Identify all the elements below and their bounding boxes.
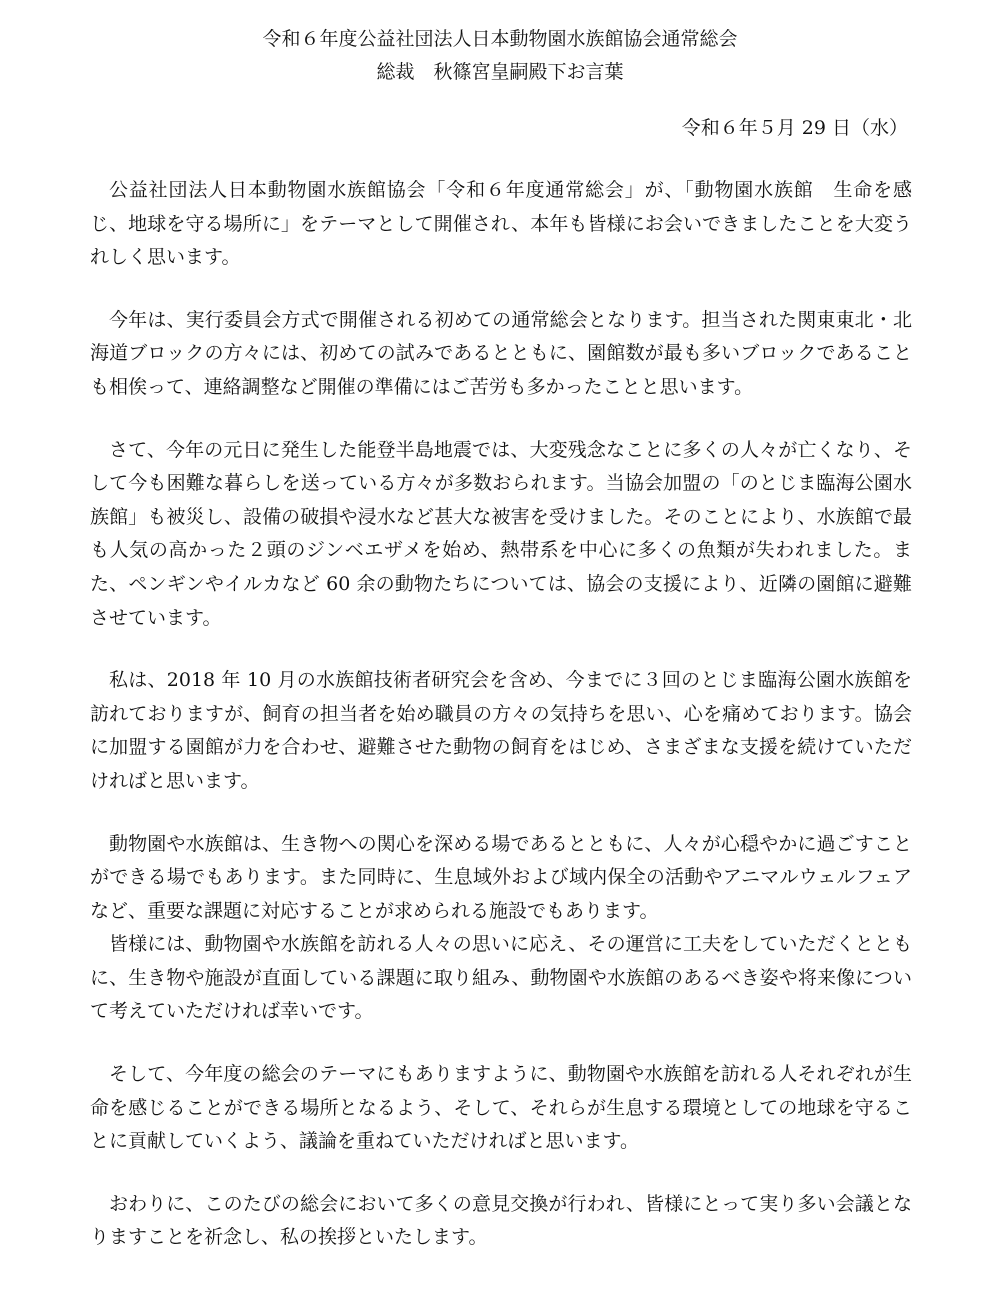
speech-body — [90, 174, 912, 1284]
document-title: 令和６年度公益社団法人日本動物園水族館協会通常総会 — [262, 28, 738, 50]
paragraph-theme: そして、今年度の総会のテーマにもありますように、動物園や水族館を訪れる人それぞれが生命を感じることができる場所となるよう、そして、それらが生息する環境としての地球を守ることに貢献していくよう、議論を重ねていただければと思います。 — [90, 1063, 912, 1153]
paragraph-earthquake: さて、今年の元日に発生した能登半島地震では、大変残念なことに多くの人々が亡くなり、そして今も困難な暮らしを送っている方々が多数おられます。当協会加盟の「のとじま臨海公園水族館」も被災し、設備の破損や浸水など甚大な被害を受けました。そのことにより、水族館で最も人気の高かった２頭のジンベエザメを始め、熱帯系を中心に多くの魚類が失われました。また、ペンギンやイルカなど 60 余の動物たちについては、協会の支援により、近隣の園館に避難させています。 — [90, 438, 912, 629]
paragraph-support: 私は、2018 年 10 月の水族館技術者研究会を含め、今までに３回のとじま臨海公園水族館を訪れておりますが、飼育の担当者を始め職員の方々の気持ちを思い、心を痛めております。協会に加盟する園館が力を合わせ、避難させた動物の飼育をはじめ、さまざまな支援を続けていただければと思います。 — [90, 669, 912, 792]
paragraph-committee: 今年は、実行委員会方式で開催される初めての通常総会となります。担当された関東東北・北海道ブロックの方々には、初めての試みであるとともに、園館数が最も多いブロックであることも相俟って、連絡調整など開催の準備にはご苦労も多かったことと思います。 — [90, 308, 912, 398]
paragraph-request: 皆様には、動物園や水族館を訪れる人々の思いに応え、その運営に工夫をしていただくとともに、生き物や施設が直面している課題に取り組み、動物園や水族館のあるべき姿や将来像について考えていただければ幸いです。 — [90, 933, 912, 1023]
document-subtitle: 総裁 秋篠宮皇嗣殿下お言葉 — [376, 61, 624, 83]
paragraph-role-of-zoos: 動物園や水族館は、生き物への関心を深める場であるとともに、人々が心穏やかに過ごすことができる場でもあります。また同時に、生息域外および域内保全の活動やアニマルウェルフェアなど、重要な課題に対応することが求められる施設でもあります。 — [90, 832, 912, 922]
paragraph-greeting: 公益社団法人日本動物園水族館協会「令和６年度通常総会」が、「動物園水族館 生命を感じ、地球を守る場所に」をテーマとして開催され、本年も皆様にお会いできましたことを大変うれしく思います。 — [90, 179, 912, 269]
document-date: 令和６年５月 29 日（水） — [681, 117, 908, 139]
paragraph-closing: おわりに、このたびの総会において多くの意見交換が行われ、皆様にとって実り多い会議となりますことを祈念し、私の挨拶といたします。 — [90, 1192, 912, 1249]
